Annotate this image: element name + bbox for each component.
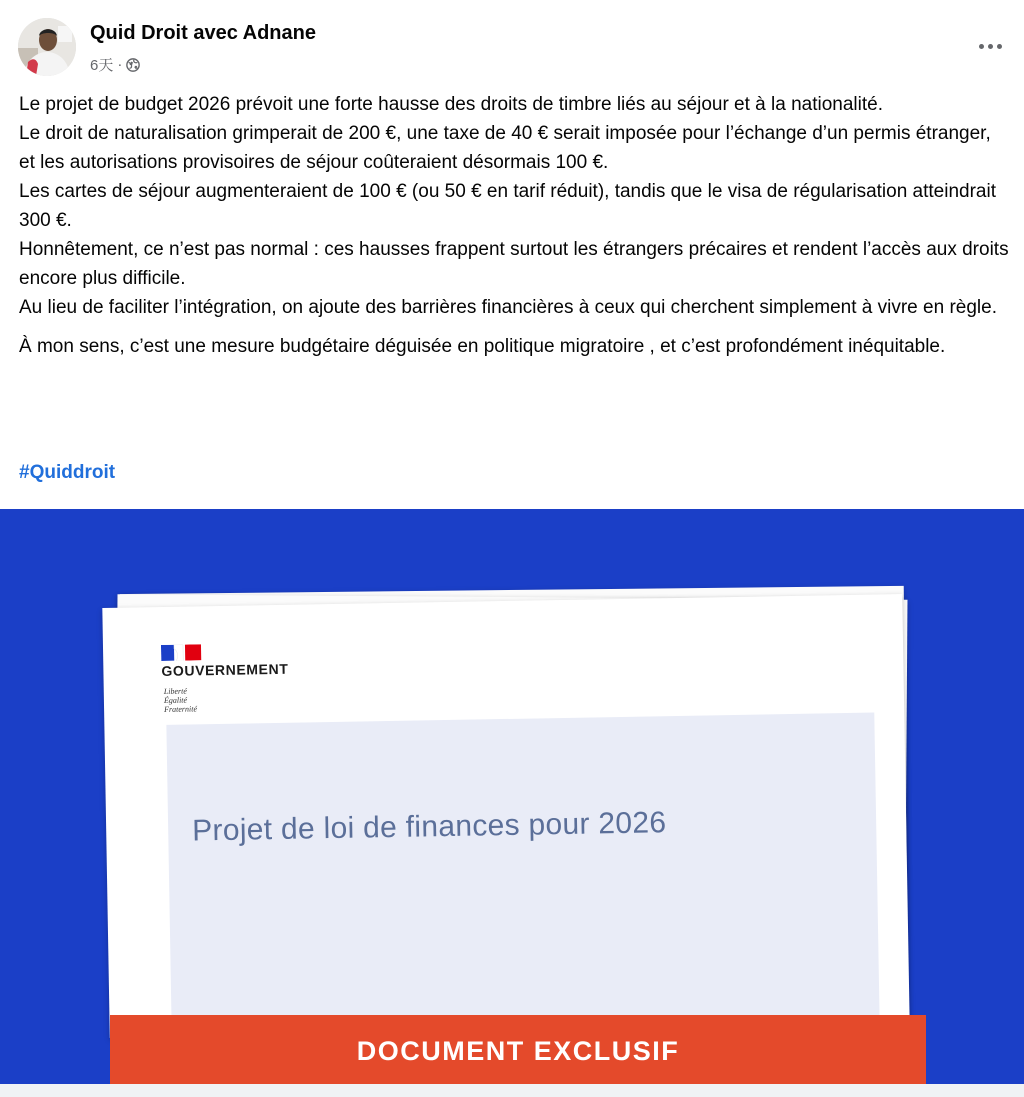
more-horizontal-icon [977, 44, 1004, 49]
exclusive-banner [110, 1015, 926, 1084]
document-title: Projet de loi de finances pour 2026 [191, 806, 667, 848]
post-paragraph: Le projet de budget 2026 prévoit une forte hausse des droits de timbre liés au séjour et à la nationalité. [19, 94, 883, 115]
hashtag-link[interactable]: #Quiddroit [19, 462, 116, 483]
post-time[interactable]: 6天 [90, 57, 114, 74]
post-meta [90, 54, 140, 75]
avatar-image [18, 18, 76, 76]
post-header [18, 16, 1008, 80]
motto-line: Liberté [163, 686, 187, 696]
banner-text: DOCUMENT EXCLUSIF [356, 1035, 680, 1066]
post-text [19, 90, 1009, 361]
more-options-button[interactable] [972, 28, 1008, 64]
government-name: GOUVERNEMENT [161, 660, 289, 679]
motto-line: Égalité [163, 695, 188, 705]
meta-separator: · [117, 56, 123, 73]
globe-icon [126, 58, 140, 72]
post-paragraph: À mon sens, c’est une mesure budgétaire déguisée en politique migratoire , et c’est profondément inéquitable. [19, 336, 946, 357]
republic-motto [164, 686, 197, 714]
title-card [166, 713, 880, 1055]
author-name[interactable]: Quid Droit avec Adnane [90, 22, 316, 44]
document-page [102, 594, 909, 1038]
post-image[interactable] [0, 509, 1024, 1084]
post-paragraph: Le droit de naturalisation grimperait de 200 €, une taxe de 40 € serait imposée pour l’échange d’un permis étranger, et les autorisations provisoires de séjour coûteraient désormais 100 €. [19, 123, 991, 173]
post-paragraph: Les cartes de séjour augmenteraient de 100 € (ou 50 € en tarif réduit), tandis que le visa de régularisation atteindrait 300 €. [19, 181, 996, 231]
post-paragraph: Au lieu de faciliter l’intégration, on ajoute des barrières financières à ceux qui cherchent simplement à vivre en règle. [19, 297, 997, 318]
government-logo [161, 644, 203, 661]
post-paragraph: Honnêtement, ce n’est pas normal : ces hausses frappent surtout les étrangers précaires et rendent l’accès aux droits encore plus difficile. [19, 239, 1009, 289]
motto-line: Fraternité [164, 704, 198, 714]
avatar[interactable] [18, 18, 76, 76]
post-footer-divider [0, 1084, 1024, 1097]
